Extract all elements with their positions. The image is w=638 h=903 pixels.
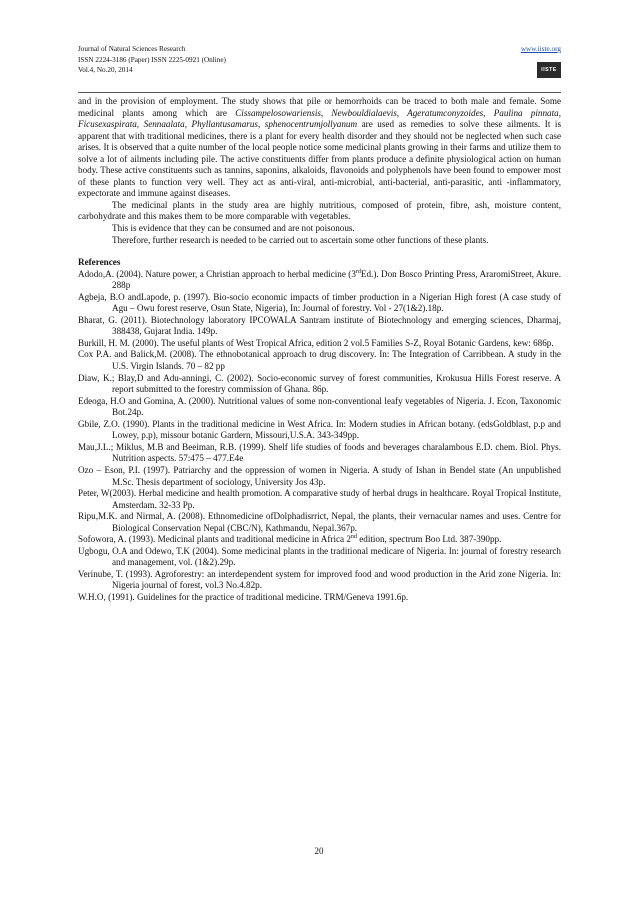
reference-item: Sofowora, A. (1993). Medicinal plants and traditional medicine in Africa 2nd edition, spectrum Boo Ltd. 387-390pp.	[78, 534, 502, 545]
reference-item: Mau,J.L.; Miklus, M.B and Beeiman, R.B. (1999). Shelf life studies of foods and beverages charalambous E.D. chem. Biol. Phys. Nutrition aspects. 57:475 – 477.E4e	[78, 441, 561, 464]
reference-item: Ripu,M.K. and Nirmal, A. (2008). Ethnomedicine ofDolphadisrrict, Nepal, the plants, their vernacular names and uses. Centre for Biological Conservation Nepal (CBC/N), Kathmandu, Nepal.367p.	[78, 511, 561, 533]
iiste-logo: IISTE	[537, 62, 561, 78]
reference-item: Ozo – Eson, P.I. (1997). Patriarchy and the oppression of women in Nigeria. A study of Ishan in Bendel state (An unpublished M.Sc. Thesis department of sociology, University Jos 43p.	[78, 464, 561, 487]
header-divider	[78, 92, 561, 93]
body-paragraph-3: This is evidence that they can be consumed and are not poisonous.	[112, 223, 355, 234]
reference-item: Cox P.A. and Balick,M. (2008). The ethnobotanical approach to drug discovery. In: The Integration of Carribbean. A study in the U.S. Virgin Islands. 70 – 82 pp	[78, 349, 561, 372]
page-content	[78, 96, 561, 604]
reference-item: Peter, W(2003). Herbal medicine and health promotion. A comparative study of herbal drugs in healthcare. Royal Tropical Institute, Amsterdam. 32-33 Pp.	[78, 488, 561, 510]
journal-url-link[interactable]: www.iiste.org	[520, 45, 561, 53]
volume-line: Vol.4, No.20, 2014	[78, 66, 133, 75]
body-paragraph-1: and in the provision of employment. The study shows that pile or hemorrhoids can be traced to both male and female. Some medicinal plants among which are Cissampelosowariensis, Newbouldialaevis, Ageratumconyzoides, Paulina pinnata, Ficusexaspirata, Sennaalata, Phyllantusamarus, sphenocentrumjollyanum are used as remedies to solve these ailments. It is apparent that with traditional medicines, there is a plant for every health disorder and they should not be neglected when such case arises. It is observed that a quite number of the local people notice some medicinal plants growing in their farms and utilize them to solve a lot of ailments including pile. The active constituents differ from plants produce a definite physiological action on human body. These active constituents such as tannins, saponins, alkaloids, flavonoids and polyphenols have been found to empower most of these plants to function very well. They act as anti-viral, anti-microbial, anti-bacterial, anti-parasitic, anti -inflammatory, expectorate and immune against diseases.	[78, 96, 562, 199]
reference-item: Edeoga, H.O and Gomina, A. (2000). Nutritional values of some non-conventional leafy vegetables of Nigeria. J. Econ, Taxonomic Bot.24p.	[78, 395, 561, 418]
reference-item: Adodo,A. (2004). Nature power, a Christian approach to herbal medicine (3rdEd.). Don Bosco Printing Press, AraromiStreet, Akure. 288p	[78, 268, 561, 291]
reference-item: Ugbogu, O.A and Odewo, T.K (2004). Some medicinal plants in the traditional medicare of Nigeria. In: journal of forestry research and management, vol. (1&2).29p.	[78, 545, 561, 568]
reference-item: Bharat, G. (2011). Biotechnology laboratory IPCOWALA Santram institute of Biotechnology and emerging sciences, Dharmaj, 388438, Gujarat India. 149p.	[78, 314, 561, 337]
page-number: 20	[314, 846, 324, 856]
reference-item: Diaw, K.; Blay,D and Adu-anningi, C. (2002). Socio-economic survey of forest communities, Krokusua Hills Forest reserve. A report submitted to the forestry commission of Ghana. 86p.	[78, 372, 561, 395]
reference-item: Gbile, Z.O. (1990). Plants in the traditional medicine in West Africa. In: Modern studies in African botany. (edsGoldblast, p.p and Lowey, p.p), missour botanic Gardern, Missouri,U.S.A. 343-349pp.	[78, 418, 561, 441]
body-paragraph-2: The medicinal plants in the study area are highly nutritious, composed of protein, fibre, ash, moisture content, carbohydrate and this makes them to be more comparable with vegetables.	[78, 199, 561, 222]
page-header	[78, 44, 561, 76]
reference-item: Burkill, H. M. (2000). The useful plants of West Tropical Africa, edition 2 vol.5 Families S-Z, Royal Botanic Gardens, kew: 686p.	[78, 337, 554, 348]
reference-item: Agbeja, B.O andLapode, p. (1997). Bio-socio economic impacts of timber production in a Nigerian High forest (A case study of Agu – Owu forest reserve, Osun State, Nigeria), In: Journal of forestry. Vol - 27(1&2).18p.	[78, 291, 561, 314]
journal-name: Journal of Natural Sciences Research	[78, 45, 186, 53]
references-heading: References	[78, 257, 121, 268]
reference-item: Verinube, T. (1993). Agroforestry: an interdependent system for improved food and wood production in the Arid zone Nigeria. In: Nigeria journal of forest, vol.3 No.4.82p.	[78, 568, 561, 591]
reference-item: W.H.O, (1991). Guidelines for the practice of traditional medicine. TRM/Geneva 1991.6p.	[78, 591, 409, 602]
body-paragraph-4: Therefore, further research is needed to be carried out to ascertain some other functions of these plants.	[112, 234, 489, 245]
plant-species-list: Cissampelosowariensis, Newbouldialaevis, Ageratumconyzoides, Paulina pinnata, Ficusexaspirata, Sennaalata, Phyllantusamarus, sphenocentrumjollyanum	[78, 107, 561, 130]
issn-line: ISSN 2224-3186 (Paper) ISSN 2225-0921 (Online)	[78, 55, 226, 64]
